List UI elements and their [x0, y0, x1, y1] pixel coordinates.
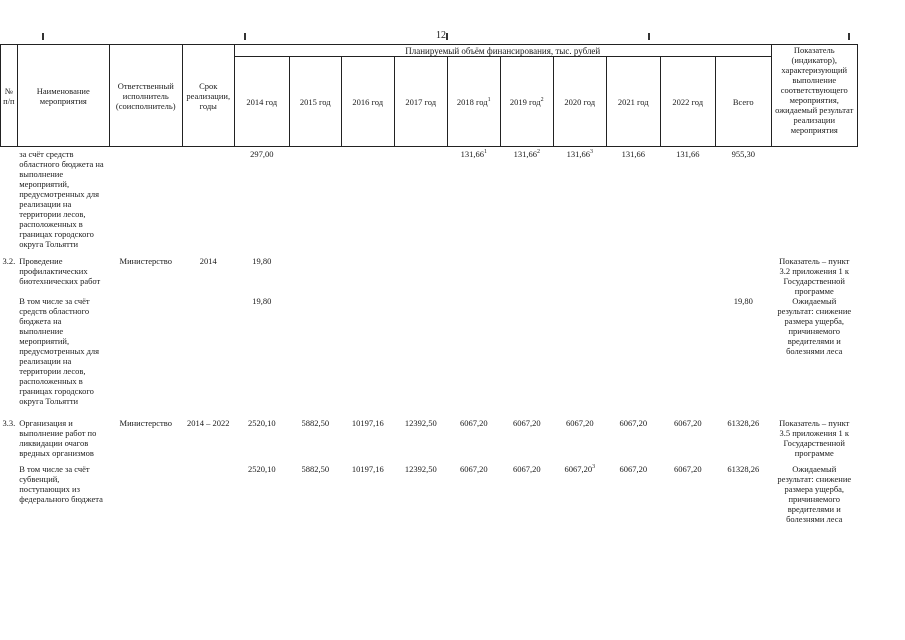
row-value	[500, 412, 553, 462]
row-value-text: 6067,20	[673, 418, 702, 428]
row-indicator	[771, 147, 857, 253]
row-value	[394, 147, 447, 253]
header-year-text: 2014 год	[246, 96, 278, 107]
row-num-text: 3.2.	[2, 256, 16, 266]
row-value	[341, 252, 394, 296]
header-year	[394, 57, 447, 147]
scan-mark	[446, 33, 448, 40]
row-name	[17, 412, 109, 462]
row-value-text: 6067,20	[673, 464, 702, 474]
row-value	[394, 462, 447, 534]
row-value-text: 19,80	[733, 296, 753, 306]
row-value-text: 6067,20	[459, 418, 488, 428]
row-name	[17, 252, 109, 296]
row-num	[1, 412, 18, 462]
row-value	[341, 296, 394, 412]
row-indicator	[771, 252, 857, 296]
header-year-text: 2017 год	[405, 96, 437, 107]
row-term-text: 2014 – 2022	[187, 418, 230, 428]
row-value	[234, 412, 289, 462]
header-year-text: 2015 год	[299, 96, 331, 107]
row-value-text: 6067,20	[512, 418, 541, 428]
header-year	[660, 57, 715, 147]
row-value	[660, 252, 715, 296]
row-value	[606, 252, 660, 296]
header-year-text: 2016 год	[352, 96, 384, 107]
footnote-mark: 3	[589, 149, 593, 156]
row-term	[182, 462, 234, 534]
row-value	[447, 252, 500, 296]
page-number: 12	[436, 30, 446, 41]
row-num	[1, 462, 18, 534]
row-value	[606, 412, 660, 462]
row-value-text: 131,66	[566, 149, 590, 159]
row-name	[17, 462, 109, 534]
row-value-text: 131,66	[513, 149, 537, 159]
header-year-text: 2021 год	[617, 96, 649, 107]
row-value-text: 19,80	[252, 256, 272, 266]
header-indicator: Показатель (индикатор), характеризующий выполнение соответствующего мероприятия, ожидаемый результат реализации мероприятия	[771, 45, 857, 147]
header-year	[553, 57, 606, 147]
table-row	[1, 412, 858, 462]
row-value-text: 131,66	[621, 149, 645, 159]
row-responsible	[109, 296, 182, 412]
row-value-text: 5882,50	[301, 418, 330, 428]
row-value-text: 6067,20	[512, 464, 541, 474]
row-num-text: 3.3.	[2, 418, 16, 428]
header-year-text: 2020 год	[564, 96, 596, 107]
header-year	[234, 57, 289, 147]
row-value	[394, 252, 447, 296]
row-value-text: 10197,16	[351, 464, 384, 474]
row-value-text: 19,80	[252, 296, 272, 306]
row-value	[447, 462, 500, 534]
row-term	[182, 296, 234, 412]
row-value	[660, 462, 715, 534]
row-term	[182, 147, 234, 253]
row-value	[341, 147, 394, 253]
row-name-text: В том числе за счёт субвенций, поступающих из федерального бюджета	[19, 464, 103, 504]
scan-mark	[244, 33, 246, 40]
header-responsible: Ответственный исполнитель (соисполнитель)	[109, 45, 182, 147]
row-value	[715, 462, 771, 534]
row-value-text: 955,30	[731, 149, 755, 159]
row-indicator-text: Показатель – пункт 3.2 приложения 1 к Государственной программе	[779, 256, 850, 296]
header-year	[341, 57, 394, 147]
header-name: Наименование мероприятия	[17, 45, 109, 147]
scan-mark	[648, 33, 650, 40]
row-value	[660, 147, 715, 253]
financing-table	[0, 44, 858, 534]
row-value-text: 6067,20	[459, 464, 488, 474]
row-value	[500, 296, 553, 412]
row-value	[500, 462, 553, 534]
row-responsible-text: Министерство	[119, 418, 172, 428]
header-plan: Планируемый объём финансирования, тыс. рублей	[234, 45, 771, 57]
row-value	[394, 412, 447, 462]
row-value-text: 5882,50	[301, 464, 330, 474]
row-value-text: 6067,20	[565, 418, 594, 428]
table-row	[1, 296, 858, 412]
row-value-text: 10197,16	[351, 418, 384, 428]
row-value	[289, 296, 341, 412]
row-value	[234, 252, 289, 296]
row-value	[715, 296, 771, 412]
row-value	[606, 296, 660, 412]
header-year-text: Всего	[732, 96, 754, 107]
footnote-mark: 1	[487, 96, 491, 103]
row-indicator	[771, 296, 857, 412]
row-value-text: 2520,10	[247, 418, 276, 428]
row-indicator	[771, 462, 857, 534]
table-row	[1, 147, 858, 253]
row-num	[1, 252, 18, 296]
row-value-text: 12392,50	[404, 464, 437, 474]
footnote-mark: 3	[592, 464, 596, 471]
header-year	[289, 57, 341, 147]
row-value-text: 6067,20	[619, 418, 648, 428]
row-value	[553, 412, 606, 462]
scan-mark	[848, 33, 850, 40]
footnote-mark: 2	[540, 96, 544, 103]
row-value-text: 131,66	[460, 149, 484, 159]
row-value	[234, 462, 289, 534]
row-value	[606, 462, 660, 534]
row-name-text: Организация и выполнение работ по ликвидации очагов вредных организмов	[19, 418, 97, 458]
row-value	[715, 412, 771, 462]
row-name-text: Проведение профилактических биотехнических работ	[19, 256, 101, 286]
row-value	[715, 147, 771, 253]
row-indicator-text: Показатель – пункт 3.5 приложения 1 к Государственной программе	[779, 418, 850, 458]
header-year-text: 2019 год	[509, 96, 541, 107]
row-value	[394, 296, 447, 412]
row-value	[500, 147, 553, 253]
header-year	[606, 57, 660, 147]
row-value	[289, 147, 341, 253]
row-value	[234, 147, 289, 253]
row-value	[660, 296, 715, 412]
header-year	[500, 57, 553, 147]
row-indicator-text: Ожидаемый результат: снижение размера ущерба, причиняемого вредителями и болезнями леса	[777, 464, 852, 524]
scan-mark	[42, 33, 44, 40]
row-value	[500, 252, 553, 296]
row-value	[447, 412, 500, 462]
row-responsible	[109, 412, 182, 462]
row-value	[660, 412, 715, 462]
row-value	[715, 252, 771, 296]
row-name-text: В том числе за счёт средств областного бюджета на выполнение мероприятий, предусмотренных для реализации на территории лесов, расположенных в границах городского округа Тольятти	[19, 296, 100, 406]
row-value	[289, 412, 341, 462]
row-value	[553, 462, 606, 534]
row-value-text: 6067,20	[619, 464, 648, 474]
header-num: № п/п	[1, 45, 18, 147]
row-responsible	[109, 147, 182, 253]
header-term: Срок реализации, годы	[182, 45, 234, 147]
header-year-text: 2022 год	[672, 96, 704, 107]
row-indicator-text: Ожидаемый результат: снижение размера ущерба, причиняемого вредителями и болезнями леса	[777, 296, 852, 356]
row-value-text: 61328,26	[727, 464, 760, 474]
row-responsible	[109, 462, 182, 534]
row-responsible	[109, 252, 182, 296]
header-year	[715, 57, 771, 147]
row-value	[553, 252, 606, 296]
footnote-mark: 2	[536, 149, 540, 156]
row-value	[606, 147, 660, 253]
row-value-text: 12392,50	[404, 418, 437, 428]
row-term	[182, 412, 234, 462]
row-name	[17, 296, 109, 412]
table-row	[1, 462, 858, 534]
row-num	[1, 296, 18, 412]
row-value	[289, 462, 341, 534]
header-year	[447, 57, 500, 147]
row-value-text: 6067,20	[564, 464, 593, 474]
row-name	[17, 147, 109, 253]
row-value-text: 2520,10	[247, 464, 276, 474]
row-value	[234, 296, 289, 412]
header-year-text: 2018 год	[456, 96, 488, 107]
row-term-text: 2014	[199, 256, 217, 266]
row-value	[553, 147, 606, 253]
row-value	[289, 252, 341, 296]
row-name-text: за счёт средств областного бюджета на выполнение мероприятий, предусмотренных для реализации на территории лесов, расположенных в границах городского округа Тольятти	[19, 149, 104, 249]
row-indicator	[771, 412, 857, 462]
row-value-text: 131,66	[676, 149, 700, 159]
row-value	[447, 296, 500, 412]
row-responsible-text: Министерство	[119, 256, 172, 266]
table-row	[1, 252, 858, 296]
row-value	[553, 296, 606, 412]
row-term	[182, 252, 234, 296]
row-value-text: 297,00	[250, 149, 274, 159]
row-value-text: 61328,26	[727, 418, 760, 428]
row-value	[447, 147, 500, 253]
row-value	[341, 412, 394, 462]
row-num	[1, 147, 18, 253]
footnote-mark: 1	[483, 149, 487, 156]
row-value	[341, 462, 394, 534]
